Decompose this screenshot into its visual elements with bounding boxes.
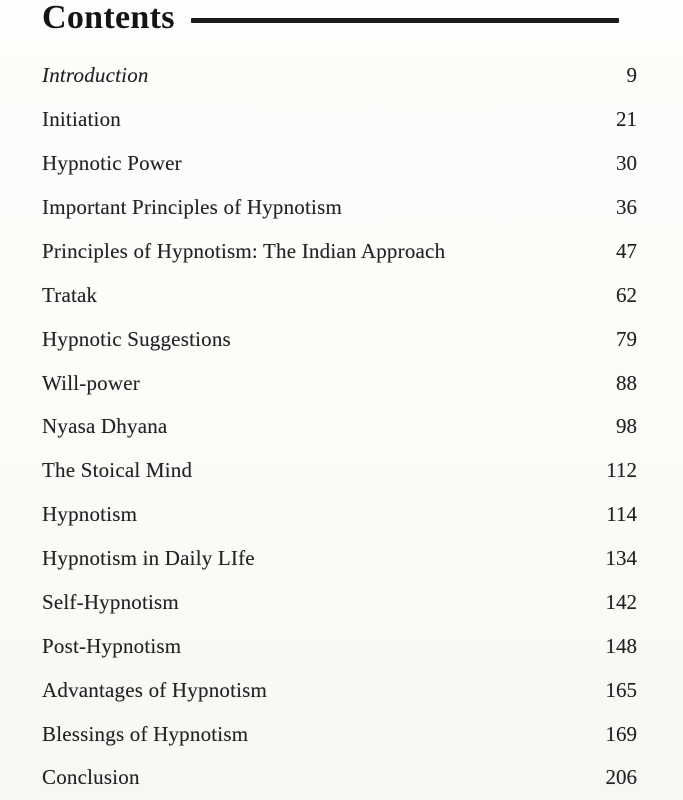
toc-entry-page: 169 (605, 721, 637, 746)
toc-entry-title: Hypnotic Suggestions (42, 326, 231, 351)
toc-entry-title: Advantages of Hypnotism (42, 677, 268, 702)
toc-entry (42, 624, 637, 668)
toc-entry (42, 142, 637, 186)
toc-entry-title: Conclusion (42, 765, 140, 790)
toc-entry (42, 756, 637, 800)
toc-entry-page: 148 (605, 633, 637, 658)
toc-entry-title: Hypnotism in Daily LIfe (42, 546, 255, 571)
toc-entry-title: Important Principles of Hypnotism (42, 195, 342, 220)
toc-entry-title: Will-power (42, 370, 140, 395)
toc-entry (42, 493, 637, 537)
toc-entry-page: 47 (616, 238, 637, 263)
toc-entry-page: 30 (616, 151, 637, 176)
toc-entry-title: Principles of Hypnotism: The Indian Approach (42, 238, 446, 263)
toc-entry-page: 62 (616, 282, 637, 307)
toc-entry-page: 36 (616, 195, 637, 220)
page-title: Contents (42, 0, 175, 36)
toc-entry (42, 712, 637, 756)
toc-entry-title: Hypnotism (42, 502, 138, 527)
toc-entry-page: 134 (605, 546, 637, 571)
toc-entry-page: 79 (616, 326, 637, 351)
toc-entry (42, 54, 637, 98)
toc-entry (42, 581, 637, 625)
toc-entry (42, 186, 637, 230)
toc-entry-page: 142 (605, 589, 637, 614)
toc-entry-title: Nyasa Dhyana (42, 414, 168, 439)
toc-entry-title: Introduction (42, 63, 149, 88)
toc-entry-page: 114 (606, 502, 637, 527)
toc-list (42, 54, 637, 800)
toc-entry-title: The Stoical Mind (42, 458, 193, 483)
toc-entry (42, 230, 637, 274)
toc-entry-page: 9 (626, 63, 637, 88)
toc-entry (42, 405, 637, 449)
toc-entry-page: 206 (605, 765, 637, 790)
title-rule (191, 18, 619, 23)
toc-entry (42, 668, 637, 712)
toc-entry-title: Post-Hypnotism (42, 633, 182, 658)
toc-entry (42, 361, 637, 405)
toc-entry (42, 317, 637, 361)
toc-entry-page: 98 (616, 414, 637, 439)
contents-header (42, 1, 619, 35)
toc-entry-title: Initiation (42, 107, 121, 132)
toc-entry (42, 273, 637, 317)
toc-entry-page: 165 (605, 677, 637, 702)
toc-entry-page: 112 (606, 458, 637, 483)
toc-entry-title: Hypnotic Power (42, 151, 182, 176)
toc-entry-title: Self-Hypnotism (42, 589, 179, 614)
toc-entry (42, 449, 637, 493)
toc-entry-page: 21 (616, 107, 637, 132)
toc-entry-title: Tratak (42, 282, 98, 307)
toc-entry-page: 88 (616, 370, 637, 395)
toc-entry (42, 98, 637, 142)
toc-entry (42, 537, 637, 581)
toc-entry-title: Blessings of Hypnotism (42, 721, 249, 746)
